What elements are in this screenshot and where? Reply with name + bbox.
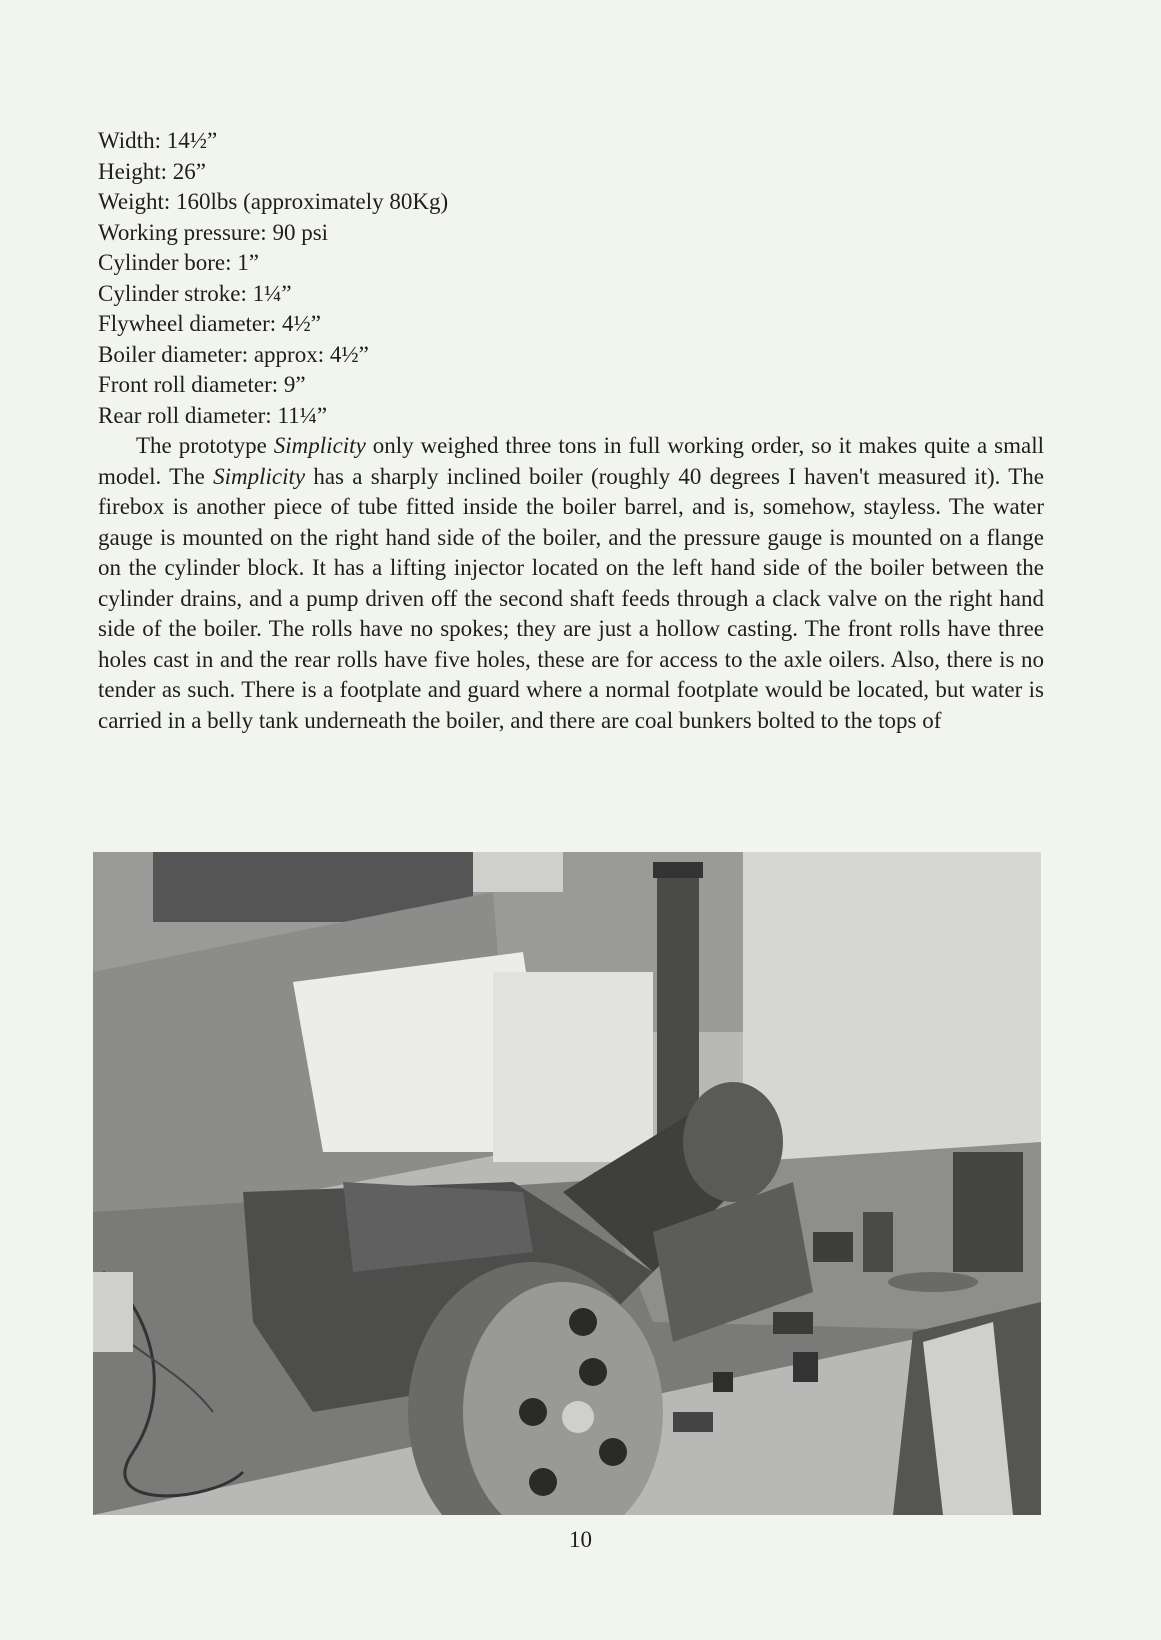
paragraph-part-2: only weighed three tons in full working order, so it makes quite a small model. The <box>98 433 1044 489</box>
spec-width: Width: 14½” <box>98 128 218 153</box>
spec-height: Height: 26” <box>98 158 206 184</box>
spec-working-pressure: Working pressure: 90 psi <box>98 219 329 245</box>
steam-roller-model-photo <box>93 852 1041 1515</box>
specifications-list <box>98 126 1058 431</box>
paragraph-part-1: The prototype <box>136 433 274 458</box>
engine-name-1: Simplicity <box>273 433 366 458</box>
spec-cylinder-stroke: Cylinder stroke: 1¼” <box>98 280 292 306</box>
spec-cylinder-bore: Cylinder bore: 1” <box>98 250 259 275</box>
paragraph-part-3: has a sharply inclined boiler (roughly 40 degrees I haven't measured it). The firebox is another piece of tube fitted inside the boiler barrel, and is, somehow, stayless. The water gauge is mounted on the right hand side of the boiler, and the pressure gauge is mounted on a flange on the cylinder block. It has a lifting injector located on the left hand side of the boiler between the cylinder drains, and a pump driven off the second shaft feeds through a clack valve on the right hand side of the boiler. The rolls have no spokes; they are just a hollow casting. The front rolls have three holes cast in and the rear rolls have five holes, these are for access to the axle oilers. Also, there is no tender as such. There is a footplate and guard where a normal footplate would be located, but water is carried in a belly tank underneath the boiler, and there are coal bunkers bolted to the tops of <box>98 463 1044 733</box>
engine-name-2: Simplicity <box>213 463 306 489</box>
page-number: 10 <box>569 1527 592 1552</box>
spec-boiler-diameter: Boiler diameter: approx: 4½” <box>98 341 369 367</box>
spec-front-roll-diameter: Front roll diameter: 9” <box>98 372 306 397</box>
spec-rear-roll-diameter: Rear roll diameter: 11¼” <box>98 402 328 428</box>
spec-weight: Weight: 160lbs (approximately 80Kg) <box>98 189 449 214</box>
spec-flywheel-diameter: Flywheel diameter: 4½” <box>98 311 321 336</box>
body-paragraph <box>98 431 1044 736</box>
